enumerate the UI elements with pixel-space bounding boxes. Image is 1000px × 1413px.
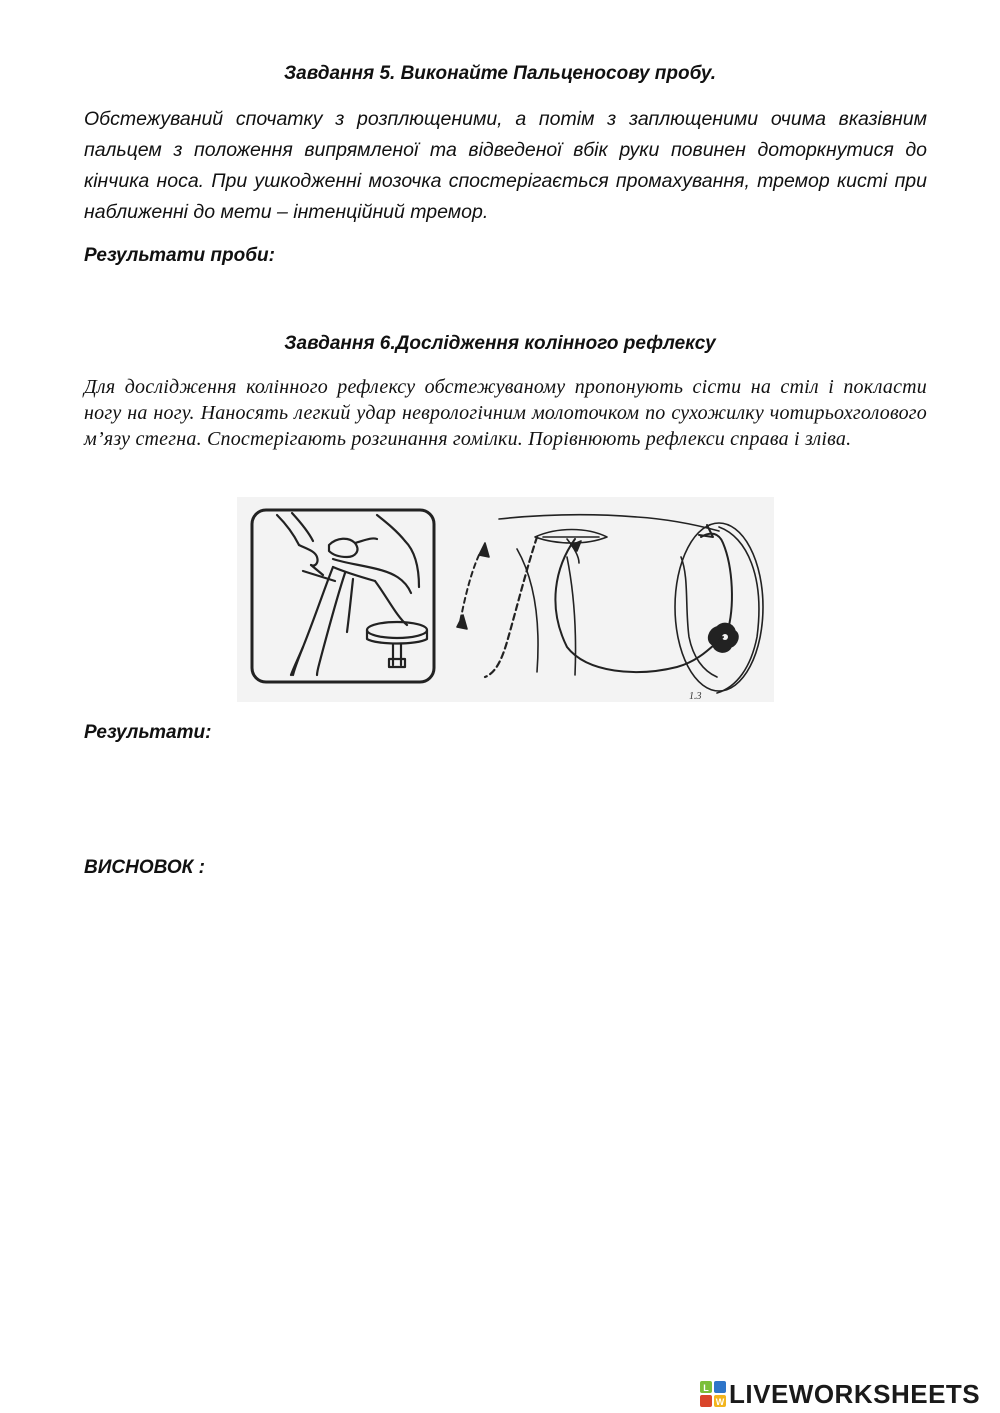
conclusion-label: ВИСНОВОК : [84,857,205,878]
knee-reflex-illustration [237,497,774,702]
logo-letter-w: W [715,1397,725,1407]
task6-paragraph: Для дослідження колінного рефлексу обстежуваному пропонують сісти на стіл і покласти ногу на ногу. Наносять легкий удар неврологічним молоточком по сухожилку чотирьохголового м’язу стегна. Спостерігають розгинання гомілки. Порівнюють рефлекси справа і зліва. [84,376,927,450]
task6-results-label: Результати: [84,722,212,743]
task5-results-label: Результати проби: [84,245,275,266]
figure-caption: 1.3 [689,691,702,702]
task5-paragraph: Обстежуваний спочатку з розплющеними, а потім з заплющеними очима вказівним пальцем з положення випрямленої та відведеної вбік руки повинен доторкнутися до кінчика носа. При ушкодженні мозочка спостерігається промахування, тремор кисті при наближенні до мети – інтенційний тремор. [84,108,927,223]
task5-title: Завдання 5. Виконайте Пальценосову пробу. [283,63,717,84]
liveworksheets-logo [700,1378,980,1410]
brand-name[interactable]: LIVEWORKSHEETS [729,1378,981,1409]
liveworksheets-logo-icon [700,1381,726,1407]
task6-title: Завдання 6.Дослідження колінного рефлексу [284,333,716,354]
logo-letter-l: L [703,1383,709,1393]
